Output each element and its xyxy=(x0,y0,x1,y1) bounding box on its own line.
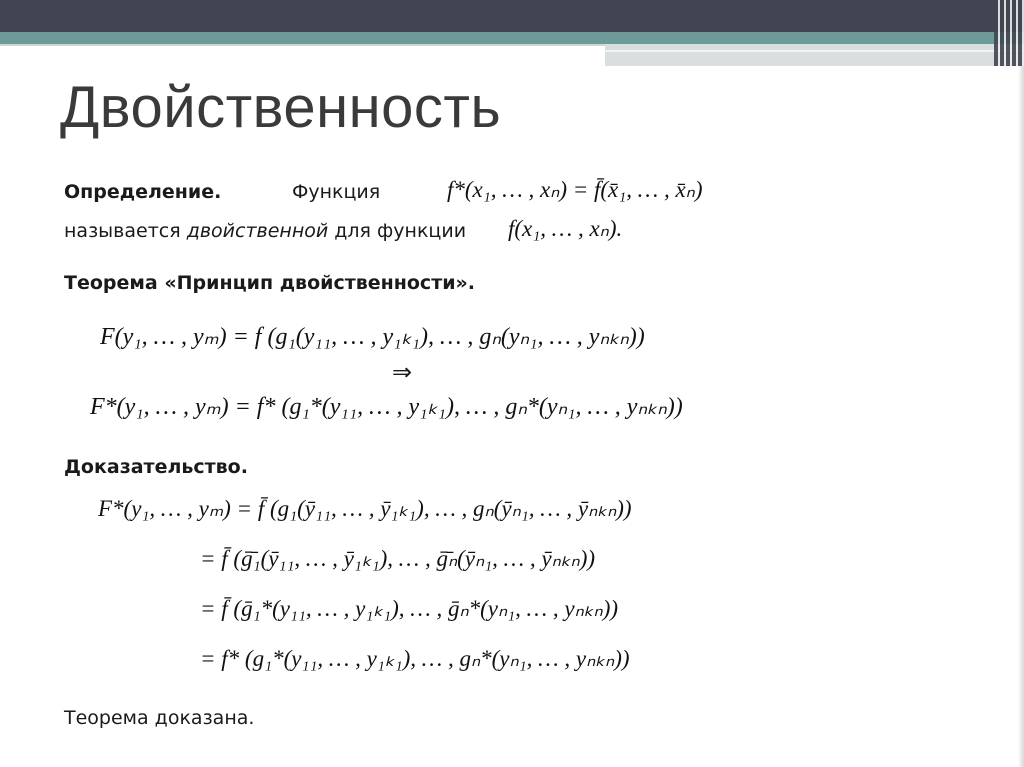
definition-text-line xyxy=(64,220,466,242)
theorem-line-2: F*(y₁, … , yₘ) = f* (g₁*(y₁₁, … , y₁ₖ₁), … , gₙ*(yₙ₁, … , yₙₖₙ)) xyxy=(90,394,683,420)
header-band-gray xyxy=(605,44,1024,66)
proof-label: Доказательство. xyxy=(64,456,248,478)
proof-line-4: = f* (g₁*(y₁₁, … , y₁ₖ₁), … , gₙ*(yₙ₁, … , yₙₖₙ)) xyxy=(200,646,630,671)
definition-label: Определение. xyxy=(64,181,222,203)
proof-line-2: = f̄ (ḡ̄₁(ȳ₁₁, … , ȳ₁ₖ₁), … , ḡ̄ₙ(ȳₙ₁, … , ȳₙₖₙ)) xyxy=(200,546,596,571)
slide-edge-shadow xyxy=(1018,66,1024,767)
header-band-stripes xyxy=(994,0,1024,66)
slide-title: Двойственность xyxy=(60,75,502,140)
header-band-line xyxy=(0,44,605,46)
header-band-dark xyxy=(0,0,1024,32)
theorem-label: Теорема «Принцип двойственности». xyxy=(64,272,476,294)
header-band-teal xyxy=(0,32,1024,44)
definition-text-italic: двойственной xyxy=(186,220,329,242)
definition-formula-2: f(x₁, … , xₙ). xyxy=(508,216,623,241)
header-band-highlight xyxy=(605,50,1024,52)
implies-arrow-icon: ⇒ xyxy=(392,358,413,386)
proof-line-1: F*(y₁, … , yₘ) = f̄ (g₁(ȳ₁₁, … , ȳ₁ₖ₁), … , gₙ(ȳₙ₁, … , ȳₙₖₙ)) xyxy=(98,496,632,521)
definition-word-function: Функция xyxy=(292,181,381,203)
definition-text-suffix: для функции xyxy=(334,220,467,242)
definition-formula: f*(x₁, … , xₙ) = f̄(x̄₁, … , x̄ₙ) xyxy=(447,177,703,202)
definition-text-prefix: называется xyxy=(64,220,181,242)
proof-line-3: = f̄ (ḡ₁*(y₁₁, … , y₁ₖ₁), … , ḡₙ*(yₙ₁, … , yₙₖₙ)) xyxy=(200,596,619,621)
theorem-line-1: F(y₁, … , yₘ) = f (g₁(y₁₁, … , y₁ₖ₁), … , gₙ(yₙ₁, … , yₙₖₙ)) xyxy=(100,324,645,350)
proof-conclusion: Теорема доказана. xyxy=(64,707,255,729)
